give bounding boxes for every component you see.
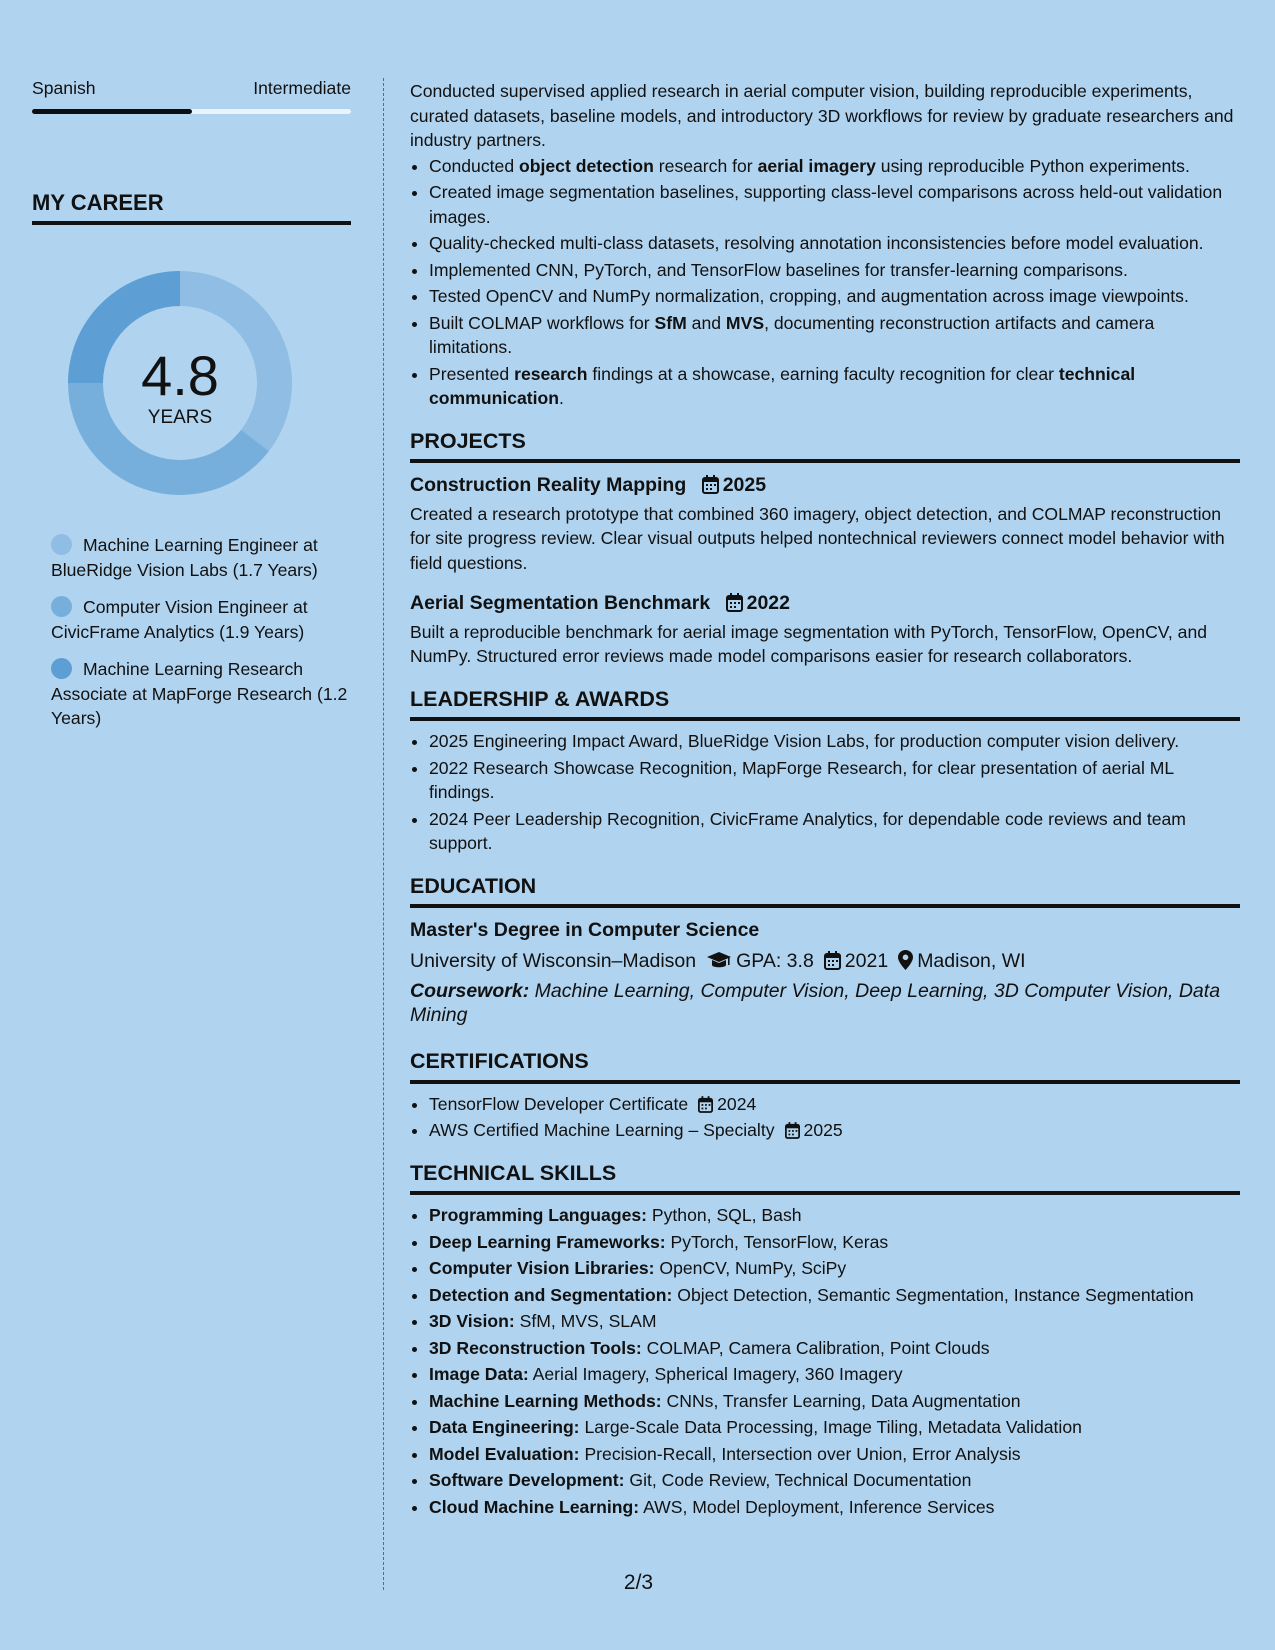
skill-label: Deep Learning Frameworks: (429, 1231, 666, 1252)
career-legend-item (51, 595, 351, 644)
career-legend (51, 533, 351, 731)
school-name: University of Wisconsin–Madison (410, 949, 697, 972)
certifications-heading: CERTIFICATIONS (410, 1049, 1240, 1084)
page-number (0, 1571, 1275, 1595)
experience-bullet: • Quality-checked multi-class datasets, resolving annotation inconsistencies before model evaluation. (429, 231, 1240, 256)
page-number-text: 2/3 (623, 1571, 654, 1594)
graduation-cap-icon (706, 951, 732, 970)
leadership-item: • 2025 Engineering Impact Award, BlueRidge Vision Labs, for production computer vision delivery. (429, 729, 1240, 754)
skill-item (429, 1362, 1240, 1387)
skill-label: Machine Learning Methods: (429, 1390, 662, 1411)
career-legend-item (51, 533, 351, 582)
career-legend-text: Machine Learning Research Associate at MapForge Research (1.2 Years) (51, 659, 348, 728)
skill-item (429, 1468, 1240, 1493)
language-name: Spanish (32, 78, 96, 98)
skill-label: Cloud Machine Learning: (429, 1496, 640, 1517)
project-description: Created a research prototype that combined 360 imagery, object detection, and COLMAP reconstruction for site progress review. Clear visual outputs helped nontechnical reviewers connect model behavior with field questions. (410, 503, 1225, 573)
skill-label: Image Data: (429, 1364, 529, 1384)
experience-bullet (429, 311, 1240, 360)
certification-name: TensorFlow Developer Certificate (429, 1093, 689, 1114)
text: findings at a showcase, earning faculty recognition for clear (587, 363, 1059, 384)
sidebar (32, 78, 351, 744)
total-years-unit: YEARS (147, 407, 213, 428)
skill-item (429, 1442, 1240, 1467)
career-legend-text: Computer Vision Engineer at CivicFrame Analytics (1.9 Years) (51, 597, 308, 642)
skills-heading: TECHNICAL SKILLS (410, 1161, 1240, 1196)
text: and (686, 312, 726, 333)
bold-text: object detection (519, 155, 654, 176)
language-row (32, 78, 351, 99)
leadership-list (410, 729, 1240, 856)
skill-label: Programming Languages: (429, 1205, 647, 1225)
calendar-icon (824, 951, 841, 970)
career-legend-text: Machine Learning Engineer at BlueRidge Vision Labs (1.7 Years) (51, 535, 318, 580)
text: Built COLMAP workflows for (429, 312, 655, 333)
location-pin-icon (898, 950, 913, 970)
gpa: GPA: 3.8 (736, 949, 814, 972)
skill-item (429, 1230, 1240, 1255)
career-legend-item (51, 657, 351, 731)
text: . (559, 388, 564, 408)
certification-item (429, 1118, 1240, 1143)
project-title: Aerial Segmentation Benchmark (410, 592, 711, 614)
experience-bullet (429, 362, 1240, 411)
experience-bullet: • Tested OpenCV and NumPy normalization, cropping, and augmentation across image viewpoints. (429, 284, 1240, 309)
skill-value: Object Detection, Semantic Segmentation, Instance Segmentation (677, 1284, 1194, 1305)
experience-bullet: • Created image segmentation baselines, supporting class-level comparisons across held-out validation images. (429, 180, 1240, 229)
certification-item (429, 1092, 1240, 1117)
skill-value: OpenCV, NumPy, SciPy (659, 1258, 847, 1278)
coursework-list: Machine Learning, Computer Vision, Deep Learning, 3D Computer Vision, Data Mining (410, 980, 1221, 1026)
skill-item (429, 1283, 1240, 1308)
project-title-row (410, 591, 1240, 616)
text: using reproducible Python experiments. (875, 155, 1190, 176)
skill-label: 3D Reconstruction Tools: (429, 1337, 642, 1358)
leadership-heading: LEADERSHIP & AWARDS (410, 687, 1240, 722)
school-location: Madison, WI (917, 949, 1026, 972)
calendar-icon (702, 475, 719, 494)
skill-value: SfM, MVS, SLAM (519, 1311, 657, 1331)
language-proficiency-fill (32, 109, 192, 114)
coursework (410, 979, 1240, 1027)
skill-value: COLMAP, Camera Calibration, Point Clouds (646, 1337, 990, 1358)
certification-name: AWS Certified Machine Learning – Specialty (429, 1120, 775, 1140)
education-details (410, 949, 1240, 974)
calendar-icon (726, 593, 743, 612)
skill-item (429, 1415, 1240, 1440)
skill-label: 3D Vision: (429, 1311, 515, 1331)
skill-label: Software Development: (429, 1470, 625, 1490)
project-description: Built a reproducible benchmark for aerial image segmentation with PyTorch, TensorFlow, OpenCV, and NumPy. Structured error reviews made model comparisons easier for research collaborators. (410, 621, 1208, 666)
project-year: 2025 (722, 474, 767, 496)
skill-value: Git, Code Review, Technical Documentation (629, 1470, 972, 1490)
career-donut-chart (66, 269, 294, 497)
text: , documenting reconstruction artifacts and camera limitations. (429, 312, 1155, 357)
skill-value: Python, SQL, Bash (651, 1205, 802, 1225)
leadership-item: • 2024 Peer Leadership Recognition, CivicFrame Analytics, for dependable code reviews and team support. (429, 807, 1240, 856)
project-title-row (410, 473, 1240, 498)
skills-list (410, 1203, 1240, 1519)
skill-value: AWS, Model Deployment, Inference Services (643, 1496, 995, 1517)
skill-value: Precision-Recall, Intersection over Union, Error Analysis (584, 1443, 1021, 1464)
text: Conducted (429, 155, 519, 176)
skill-label: Detection and Segmentation: (429, 1284, 673, 1305)
language-proficiency-bar (32, 109, 351, 114)
bold-text: research (514, 363, 588, 384)
text: research for (653, 155, 758, 176)
bold-text: aerial imagery (757, 155, 876, 176)
column-divider (383, 78, 384, 1590)
text: Presented (429, 363, 515, 384)
skill-item (429, 1495, 1240, 1520)
bold-text: MVS (725, 312, 765, 333)
coursework-label: Coursework: (410, 980, 530, 1002)
skill-item (429, 1203, 1240, 1228)
experience-bullet (429, 154, 1240, 179)
bold-text: SfM (654, 312, 687, 333)
skill-item (429, 1256, 1240, 1281)
certification-year: 2025 (803, 1120, 843, 1140)
leadership-item: • 2022 Research Showcase Recognition, MapForge Research, for clear presentation of aerial ML findings. (429, 756, 1240, 805)
career-heading: MY CAREER (32, 190, 351, 225)
legend-dot (51, 658, 72, 679)
degree-title: Master's Degree in Computer Science (410, 919, 760, 941)
donut-center (66, 269, 294, 497)
bold-text: technical communication (429, 363, 1136, 408)
skill-item (429, 1389, 1240, 1414)
skill-label: Model Evaluation: (429, 1443, 580, 1464)
skill-value: Aerial Imagery, Spherical Imagery, 360 Imagery (532, 1364, 903, 1384)
calendar-icon (698, 1096, 713, 1113)
certification-year: 2024 (717, 1093, 757, 1114)
calendar-icon (785, 1122, 800, 1139)
skill-value: CNNs, Transfer Learning, Data Augmentation (666, 1390, 1021, 1411)
skill-item (429, 1309, 1240, 1334)
experience-bullet: • Implemented CNN, PyTorch, and TensorFlow baselines for transfer-learning comparisons. (429, 258, 1240, 283)
experience-bullets (410, 154, 1240, 411)
language-level: Intermediate (253, 78, 351, 98)
skill-label: Computer Vision Libraries: (429, 1258, 655, 1278)
certifications-list (410, 1092, 1240, 1143)
skill-item (429, 1336, 1240, 1361)
projects-heading: PROJECTS (410, 429, 1240, 464)
total-years-value: 4.8 (141, 344, 219, 407)
graduation-year: 2021 (844, 949, 889, 972)
skill-label: Data Engineering: (429, 1417, 580, 1437)
main-column (410, 79, 1240, 1521)
skill-value: Large-Scale Data Processing, Image Tiling, Metadata Validation (584, 1417, 1082, 1437)
experience-intro: Conducted supervised applied research in aerial computer vision, building reproducible experiments, curated datasets, baseline models, and introductory 3D workflows for review by graduate researchers and industry partners. (410, 81, 1234, 150)
skill-value: PyTorch, TensorFlow, Keras (670, 1231, 889, 1252)
education-heading: EDUCATION (410, 874, 1240, 909)
project-year: 2022 (746, 592, 790, 614)
project-title: Construction Reality Mapping (410, 474, 687, 496)
legend-dot (51, 534, 72, 555)
legend-dot (51, 596, 72, 617)
